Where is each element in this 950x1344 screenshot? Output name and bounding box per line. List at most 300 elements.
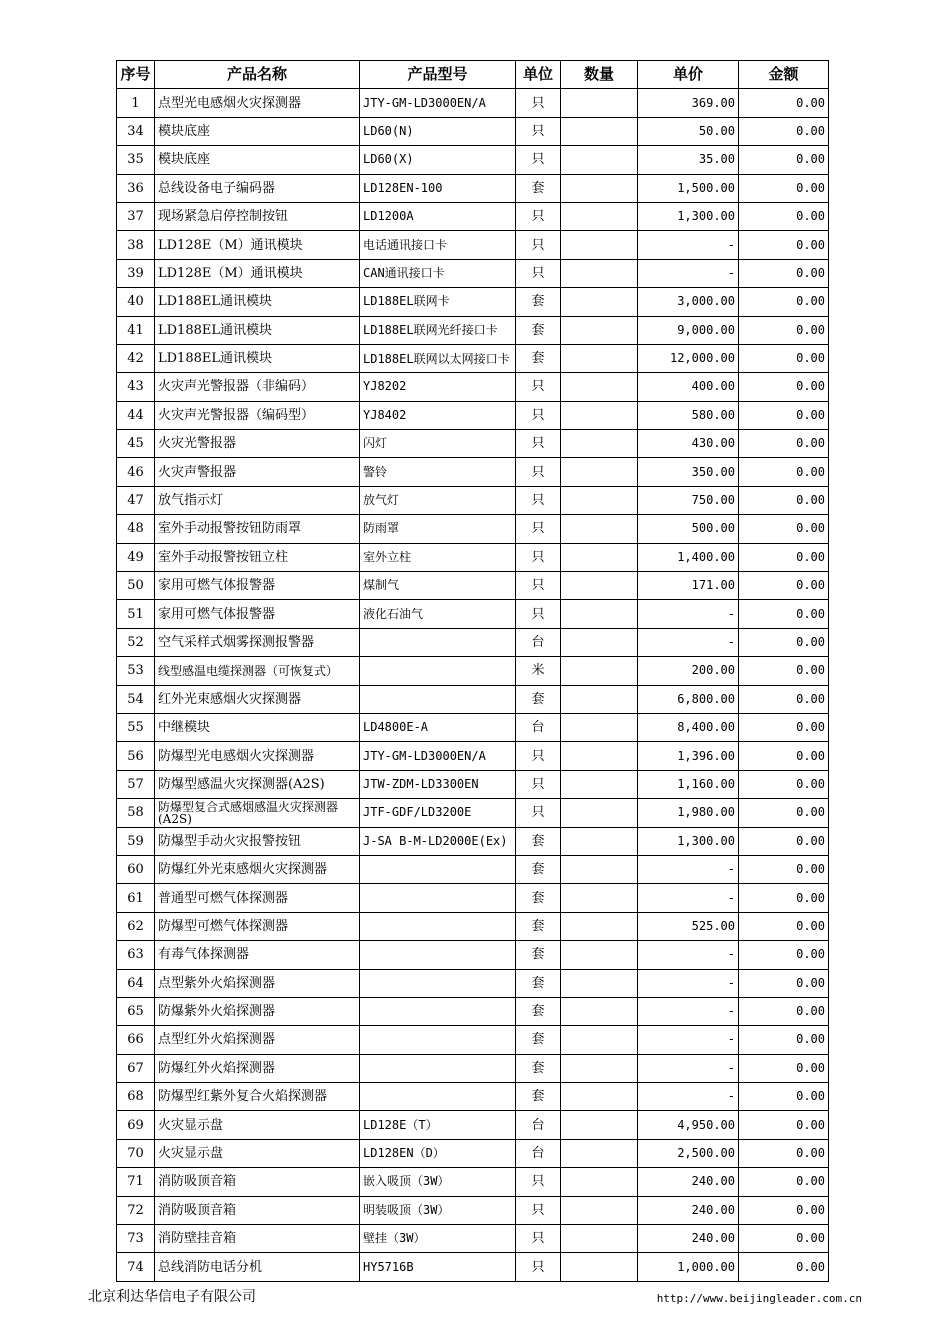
cell-name: 家用可燃气体报警器 (155, 572, 360, 600)
cell-amount: 0.00 (739, 259, 829, 287)
cell-no: 72 (117, 1196, 155, 1224)
cell-amount: 0.00 (739, 1054, 829, 1082)
table-row (117, 259, 829, 287)
cell-no: 58 (117, 799, 155, 827)
cell-price: 240.00 (638, 1225, 739, 1253)
table-row (117, 288, 829, 316)
table-row (117, 685, 829, 713)
cell-no: 69 (117, 1111, 155, 1139)
cell-model: LD60(N) (360, 117, 516, 145)
cell-name: LD188EL通讯模块 (155, 316, 360, 344)
cell-unit: 套 (516, 827, 561, 855)
cell-amount: 0.00 (739, 515, 829, 543)
cell-qty[interactable] (561, 1111, 638, 1139)
cell-qty[interactable] (561, 401, 638, 429)
table-row (117, 1225, 829, 1253)
cell-price: 240.00 (638, 1168, 739, 1196)
cell-unit: 套 (516, 941, 561, 969)
cell-amount: 0.00 (739, 344, 829, 372)
cell-unit: 只 (516, 486, 561, 514)
cell-amount: 0.00 (739, 486, 829, 514)
cell-model: JTW-ZDM-LD3300EN (360, 770, 516, 798)
cell-name: 防爆紫外火焰探测器 (155, 997, 360, 1025)
table-row (117, 1196, 829, 1224)
cell-qty[interactable] (561, 146, 638, 174)
cell-name: LD188EL通讯模块 (155, 288, 360, 316)
cell-no: 52 (117, 628, 155, 656)
cell-unit: 套 (516, 884, 561, 912)
cell-price: 500.00 (638, 515, 739, 543)
cell-qty[interactable] (561, 117, 638, 145)
cell-name: 有毒气体探测器 (155, 941, 360, 969)
cell-model (360, 685, 516, 713)
cell-name: 防爆型可燃气体探测器 (155, 912, 360, 940)
cell-name: 放气指示灯 (155, 486, 360, 514)
cell-no: 46 (117, 458, 155, 486)
cell-price: 1,160.00 (638, 770, 739, 798)
cell-model: LD1200A (360, 202, 516, 230)
cell-name: 防爆红外火焰探测器 (155, 1054, 360, 1082)
cell-qty[interactable] (561, 430, 638, 458)
cell-qty[interactable] (561, 572, 638, 600)
cell-price: - (638, 997, 739, 1025)
table-row (117, 231, 829, 259)
cell-unit: 只 (516, 600, 561, 628)
cell-qty[interactable] (561, 231, 638, 259)
footer-url: http://www.beijingleader.com.cn (656, 1292, 862, 1305)
cell-no: 71 (117, 1168, 155, 1196)
cell-amount: 0.00 (739, 941, 829, 969)
cell-model (360, 628, 516, 656)
cell-amount: 0.00 (739, 685, 829, 713)
cell-amount: 0.00 (739, 543, 829, 571)
cell-price: 171.00 (638, 572, 739, 600)
cell-price: 200.00 (638, 657, 739, 685)
cell-model (360, 997, 516, 1025)
cell-price: - (638, 969, 739, 997)
cell-model (360, 969, 516, 997)
table-row (117, 657, 829, 685)
cell-model: LD188EL联网以太网接口卡 (360, 344, 516, 372)
cell-amount: 0.00 (739, 855, 829, 883)
cell-unit: 只 (516, 146, 561, 174)
table-row (117, 827, 829, 855)
cell-amount: 0.00 (739, 884, 829, 912)
cell-qty[interactable] (561, 515, 638, 543)
cell-no: 74 (117, 1253, 155, 1281)
cell-amount: 0.00 (739, 202, 829, 230)
cell-unit: 套 (516, 685, 561, 713)
cell-name: 总线消防电话分机 (155, 1253, 360, 1281)
cell-model: JTF-GDF/LD3200E (360, 799, 516, 827)
cell-price: 1,980.00 (638, 799, 739, 827)
cell-qty[interactable] (561, 373, 638, 401)
table-row (117, 344, 829, 372)
cell-name: 红外光束感烟火灾探测器 (155, 685, 360, 713)
cell-price: 369.00 (638, 89, 739, 117)
cell-no: 54 (117, 685, 155, 713)
header-row (117, 61, 829, 89)
cell-unit: 只 (516, 259, 561, 287)
cell-no: 63 (117, 941, 155, 969)
table-row (117, 770, 829, 798)
table-row (117, 572, 829, 600)
header-amount: 金额 (739, 61, 829, 89)
cell-amount: 0.00 (739, 1111, 829, 1139)
cell-amount: 0.00 (739, 742, 829, 770)
table-row (117, 884, 829, 912)
table-row (117, 1083, 829, 1111)
table-row (117, 742, 829, 770)
cell-qty[interactable] (561, 1026, 638, 1054)
cell-unit: 只 (516, 742, 561, 770)
cell-price: 580.00 (638, 401, 739, 429)
cell-no: 1 (117, 89, 155, 117)
cell-model: 电话通讯接口卡 (360, 231, 516, 259)
cell-unit: 套 (516, 912, 561, 940)
cell-amount: 0.00 (739, 1083, 829, 1111)
cell-name: 点型紫外火焰探测器 (155, 969, 360, 997)
cell-price: 50.00 (638, 117, 739, 145)
cell-price: 1,500.00 (638, 174, 739, 202)
cell-amount: 0.00 (739, 1168, 829, 1196)
cell-name: LD188EL通讯模块 (155, 344, 360, 372)
cell-model: JTY-GM-LD3000EN/A (360, 742, 516, 770)
cell-model: 嵌入吸顶（3W） (360, 1168, 516, 1196)
cell-amount: 0.00 (739, 770, 829, 798)
cell-unit: 套 (516, 997, 561, 1025)
cell-amount: 0.00 (739, 401, 829, 429)
cell-qty[interactable] (561, 969, 638, 997)
cell-qty[interactable] (561, 600, 638, 628)
cell-name: 点型红外火焰探测器 (155, 1026, 360, 1054)
cell-model (360, 1054, 516, 1082)
cell-amount: 0.00 (739, 89, 829, 117)
cell-unit: 只 (516, 1196, 561, 1224)
cell-unit: 只 (516, 770, 561, 798)
table-row (117, 1139, 829, 1167)
cell-unit: 套 (516, 855, 561, 883)
table-row (117, 628, 829, 656)
cell-model (360, 1083, 516, 1111)
cell-qty[interactable] (561, 1225, 638, 1253)
cell-name: 消防吸顶音箱 (155, 1196, 360, 1224)
cell-price: - (638, 600, 739, 628)
cell-qty[interactable] (561, 89, 638, 117)
cell-price: - (638, 941, 739, 969)
cell-amount: 0.00 (739, 969, 829, 997)
cell-qty[interactable] (561, 912, 638, 940)
cell-name: 普通型可燃气体探测器 (155, 884, 360, 912)
cell-qty[interactable] (561, 316, 638, 344)
price-table (116, 60, 829, 1282)
cell-no: 57 (117, 770, 155, 798)
cell-name: 室外手动报警按钮立柱 (155, 543, 360, 571)
cell-model: LD60(X) (360, 146, 516, 174)
cell-model (360, 941, 516, 969)
cell-no: 56 (117, 742, 155, 770)
cell-qty[interactable] (561, 742, 638, 770)
cell-name: 消防吸顶音箱 (155, 1168, 360, 1196)
cell-amount: 0.00 (739, 430, 829, 458)
cell-model: 液化石油气 (360, 600, 516, 628)
cell-name: 空气采样式烟雾探测报警器 (155, 628, 360, 656)
cell-no: 60 (117, 855, 155, 883)
cell-unit: 套 (516, 316, 561, 344)
cell-no: 59 (117, 827, 155, 855)
table-row (117, 174, 829, 202)
cell-amount: 0.00 (739, 316, 829, 344)
cell-name: 防爆型手动火灾报警按钮 (155, 827, 360, 855)
cell-qty[interactable] (561, 997, 638, 1025)
cell-price: 8,400.00 (638, 713, 739, 741)
cell-no: 62 (117, 912, 155, 940)
cell-unit: 只 (516, 458, 561, 486)
cell-price: 430.00 (638, 430, 739, 458)
cell-amount: 0.00 (739, 997, 829, 1025)
cell-qty[interactable] (561, 770, 638, 798)
cell-model (360, 855, 516, 883)
cell-unit: 只 (516, 373, 561, 401)
cell-name: 火灾声光警报器（非编码） (155, 373, 360, 401)
cell-no: 43 (117, 373, 155, 401)
cell-model: YJ8202 (360, 373, 516, 401)
cell-no: 70 (117, 1139, 155, 1167)
cell-qty[interactable] (561, 855, 638, 883)
cell-no: 44 (117, 401, 155, 429)
cell-model: LD128E（T） (360, 1111, 516, 1139)
cell-unit: 台 (516, 628, 561, 656)
cell-amount: 0.00 (739, 912, 829, 940)
cell-no: 67 (117, 1054, 155, 1082)
table-row (117, 458, 829, 486)
cell-unit: 米 (516, 657, 561, 685)
cell-no: 50 (117, 572, 155, 600)
cell-no: 37 (117, 202, 155, 230)
cell-no: 64 (117, 969, 155, 997)
cell-name: LD128E（M）通讯模块 (155, 259, 360, 287)
cell-name: 线型感温电缆探测器（可恢复式） (155, 657, 360, 685)
cell-qty[interactable] (561, 1139, 638, 1167)
cell-qty[interactable] (561, 657, 638, 685)
cell-no: 68 (117, 1083, 155, 1111)
cell-qty[interactable] (561, 344, 638, 372)
header-unit: 单位 (516, 61, 561, 89)
cell-price: 525.00 (638, 912, 739, 940)
table-row (117, 373, 829, 401)
table-row (117, 1026, 829, 1054)
cell-unit: 只 (516, 202, 561, 230)
cell-price: 1,300.00 (638, 827, 739, 855)
cell-unit: 套 (516, 288, 561, 316)
cell-qty[interactable] (561, 713, 638, 741)
cell-unit: 套 (516, 174, 561, 202)
cell-price: 1,300.00 (638, 202, 739, 230)
cell-unit: 只 (516, 799, 561, 827)
cell-no: 51 (117, 600, 155, 628)
cell-name: 火灾声警报器 (155, 458, 360, 486)
cell-unit: 套 (516, 344, 561, 372)
header-name: 产品名称 (155, 61, 360, 89)
cell-name: 室外手动报警按钮防雨罩 (155, 515, 360, 543)
cell-qty[interactable] (561, 1083, 638, 1111)
cell-name: LD128E（M）通讯模块 (155, 231, 360, 259)
table-row (117, 486, 829, 514)
cell-name: 防爆型光电感烟火灾探测器 (155, 742, 360, 770)
cell-no: 73 (117, 1225, 155, 1253)
cell-name: 家用可燃气体报警器 (155, 600, 360, 628)
cell-model: LD188EL联网光纤接口卡 (360, 316, 516, 344)
table-row (117, 1054, 829, 1082)
cell-qty[interactable] (561, 799, 638, 827)
table-row (117, 1168, 829, 1196)
cell-no: 49 (117, 543, 155, 571)
cell-qty[interactable] (561, 685, 638, 713)
cell-name: 火灾显示盘 (155, 1111, 360, 1139)
cell-no: 45 (117, 430, 155, 458)
cell-amount: 0.00 (739, 373, 829, 401)
cell-unit: 只 (516, 401, 561, 429)
cell-amount: 0.00 (739, 628, 829, 656)
cell-amount: 0.00 (739, 1026, 829, 1054)
cell-amount: 0.00 (739, 117, 829, 145)
table-row (117, 401, 829, 429)
cell-model: 室外立柱 (360, 543, 516, 571)
cell-qty[interactable] (561, 259, 638, 287)
cell-amount: 0.00 (739, 799, 829, 827)
cell-amount: 0.00 (739, 231, 829, 259)
cell-unit: 只 (516, 572, 561, 600)
table-row (117, 941, 829, 969)
cell-qty[interactable] (561, 1168, 638, 1196)
cell-unit: 只 (516, 1168, 561, 1196)
cell-unit: 台 (516, 1139, 561, 1167)
cell-price: 1,000.00 (638, 1253, 739, 1281)
cell-unit: 只 (516, 1225, 561, 1253)
cell-price: - (638, 1083, 739, 1111)
table-row (117, 430, 829, 458)
cell-qty[interactable] (561, 1196, 638, 1224)
cell-model: 警铃 (360, 458, 516, 486)
cell-qty[interactable] (561, 884, 638, 912)
cell-amount: 0.00 (739, 600, 829, 628)
cell-price: 750.00 (638, 486, 739, 514)
cell-name: 防爆型红紫外复合火焰探测器 (155, 1083, 360, 1111)
cell-model: 放气灯 (360, 486, 516, 514)
cell-name: 模块底座 (155, 146, 360, 174)
cell-price: 6,800.00 (638, 685, 739, 713)
cell-unit: 只 (516, 543, 561, 571)
cell-price: 3,000.00 (638, 288, 739, 316)
cell-unit: 只 (516, 117, 561, 145)
cell-model: 煤制气 (360, 572, 516, 600)
table-row (117, 117, 829, 145)
cell-price: 2,500.00 (638, 1139, 739, 1167)
cell-price: 350.00 (638, 458, 739, 486)
cell-amount: 0.00 (739, 1225, 829, 1253)
table-row (117, 1253, 829, 1281)
cell-name: 总线设备电子编码器 (155, 174, 360, 202)
cell-qty[interactable] (561, 827, 638, 855)
cell-model (360, 884, 516, 912)
cell-name: 模块底座 (155, 117, 360, 145)
cell-amount: 0.00 (739, 657, 829, 685)
table-row (117, 997, 829, 1025)
cell-qty[interactable] (561, 458, 638, 486)
cell-unit: 套 (516, 1083, 561, 1111)
cell-no: 47 (117, 486, 155, 514)
cell-model (360, 912, 516, 940)
table-row (117, 600, 829, 628)
cell-qty[interactable] (561, 628, 638, 656)
header-no: 序号 (117, 61, 155, 89)
cell-price: 35.00 (638, 146, 739, 174)
cell-unit: 只 (516, 1253, 561, 1281)
cell-qty[interactable] (561, 543, 638, 571)
cell-price: 12,000.00 (638, 344, 739, 372)
cell-model: 闪灯 (360, 430, 516, 458)
table-row (117, 89, 829, 117)
cell-name: 点型光电感烟火灾探测器 (155, 89, 360, 117)
cell-qty[interactable] (561, 1253, 638, 1281)
table-row (117, 543, 829, 571)
cell-unit: 套 (516, 1054, 561, 1082)
cell-amount: 0.00 (739, 1253, 829, 1281)
cell-amount: 0.00 (739, 1196, 829, 1224)
cell-model: LD128EN-100 (360, 174, 516, 202)
cell-unit: 只 (516, 430, 561, 458)
cell-no: 48 (117, 515, 155, 543)
cell-qty[interactable] (561, 174, 638, 202)
cell-no: 41 (117, 316, 155, 344)
cell-price: 400.00 (638, 373, 739, 401)
cell-price: - (638, 231, 739, 259)
cell-model: HY5716B (360, 1253, 516, 1281)
cell-amount: 0.00 (739, 572, 829, 600)
cell-price: - (638, 1054, 739, 1082)
cell-amount: 0.00 (739, 827, 829, 855)
cell-price: - (638, 259, 739, 287)
cell-price: - (638, 628, 739, 656)
cell-name: 防爆红外光束感烟火灾探测器 (155, 855, 360, 883)
table-row (117, 969, 829, 997)
cell-name: 防爆型复合式感烟感温火灾探测器(A2S) (155, 799, 360, 827)
cell-name: 消防壁挂音箱 (155, 1225, 360, 1253)
cell-qty[interactable] (561, 202, 638, 230)
table-row (117, 202, 829, 230)
cell-qty[interactable] (561, 288, 638, 316)
cell-qty[interactable] (561, 1054, 638, 1082)
cell-unit: 只 (516, 231, 561, 259)
cell-price: - (638, 884, 739, 912)
cell-name: 防爆型感温火灾探测器(A2S) (155, 770, 360, 798)
cell-name: 中继模块 (155, 713, 360, 741)
cell-model: LD4800E-A (360, 713, 516, 741)
cell-no: 35 (117, 146, 155, 174)
cell-amount: 0.00 (739, 458, 829, 486)
cell-qty[interactable] (561, 486, 638, 514)
cell-model: LD128EN（D） (360, 1139, 516, 1167)
cell-price: 4,950.00 (638, 1111, 739, 1139)
cell-price: - (638, 855, 739, 883)
cell-qty[interactable] (561, 941, 638, 969)
header-model: 产品型号 (360, 61, 516, 89)
cell-price: 1,396.00 (638, 742, 739, 770)
cell-model: J-SA B-M-LD2000E(Ex) (360, 827, 516, 855)
header-price: 单价 (638, 61, 739, 89)
cell-no: 34 (117, 117, 155, 145)
cell-model: CAN通讯接口卡 (360, 259, 516, 287)
